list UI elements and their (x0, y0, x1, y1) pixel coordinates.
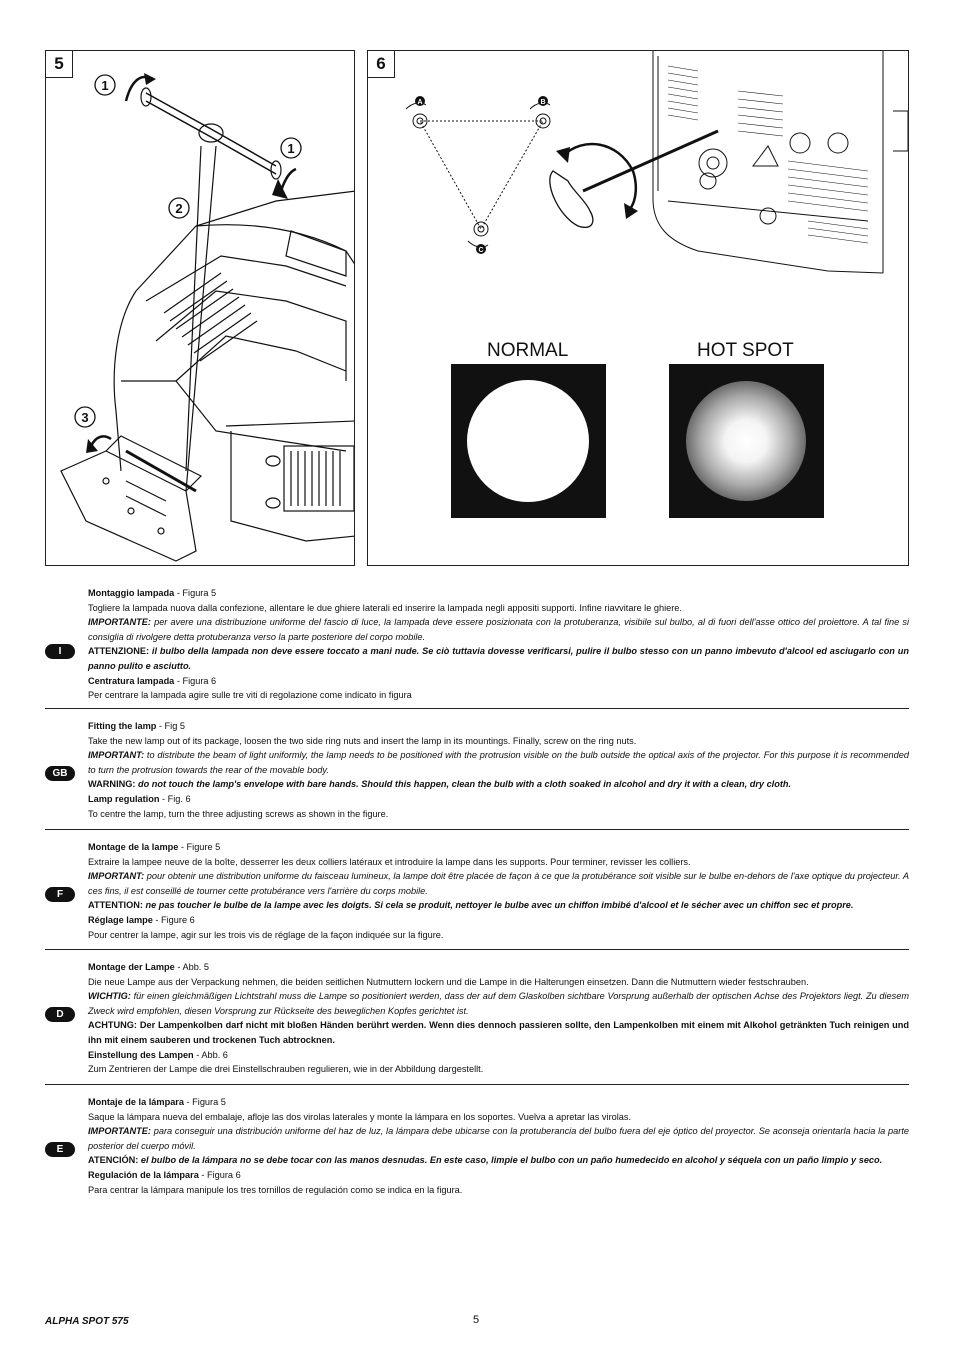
section-spanish (45, 1085, 909, 1215)
language-badge: D (45, 1007, 75, 1022)
product-name: ALPHA SPOT 575 (45, 1316, 129, 1327)
fitting-heading: Montage de la lampe - Figure 5 (88, 842, 221, 852)
regulation-heading: Einstellung des Lampen - Abb. 6 (88, 1049, 228, 1060)
screw-label-b: B (540, 99, 546, 106)
regulation-text: Zum Zentrieren der Lampe die drei Einstellschrauben regulieren, wie in der Abbildung dargestellt. (88, 1064, 484, 1075)
important-note: IMPORTANT: to distribute the beam of light uniformly, the lamp needs to be positioned with the protrusion visible on the bulb outside the optical axis of the projector. For this purpose it is recommended to turn the protrusion towards the rear of the movable body. (88, 750, 909, 775)
instruction-sections (45, 584, 909, 1215)
section-italian (45, 584, 909, 709)
regulation-text: To centre the lamp, turn the three adjusting screws as shown in the figure. (88, 808, 389, 819)
regulation-text: Pour centrer la lampe, agir sur les trois vis de réglage de la façon indiquée sur la figure. (88, 929, 444, 940)
section-german (45, 950, 909, 1085)
important-note: IMPORTANTE: para conseguir una distribución uniforme del haz de luz, la lámpara debe ubicarse con la protuberancia del bulbo fuera del eje óptico del proyector. Se aconseja orientarla hacia la parte posterior del cuerpo móvil. (88, 1126, 909, 1151)
warning-note: ACHTUNG: Der Lampenkolben darf nicht mit bloßen Händen berührt werden. Wenn dies dennoch passieren sollte, den Lampenkolben mit einem mit Alkohol getränkten Tuch reinigen und ihn mit einem sauberen und trockenen Tuch abtrocknen. (88, 1020, 909, 1045)
warning-note: WARNING: do not touch the lamp's envelope with bare hands. Should this happen, clean the bulb with a cloth soaked in alcohol and dry it with a clean, dry cloth. (88, 779, 792, 790)
regulation-heading: Centratura lampada - Figura 6 (88, 675, 217, 686)
language-badge: GB (45, 766, 75, 781)
callout-1b: 1 (287, 141, 295, 156)
fitting-heading: Montage der Lampe - Abb. 5 (88, 962, 210, 972)
important-note: WICHTIG: für einen gleichmäßigen Lichtstrahl muss die Lampe so positioniert werden, dass der auf dem Glaskolben sichtbare Vorsprung außerhalb der optischen Achse des Projektors liegt. Zu diesem Zweck wird empfohlen, diesen Vorsprung zur Rückseite des beweglichen Kopfes gerichtet ist. (88, 991, 909, 1016)
language-badge: I (45, 644, 75, 659)
fitting-heading: Montaggio lampada - Figura 5 (88, 588, 217, 598)
fitting-heading: Montaje de la lámpara - Figura 5 (88, 1097, 226, 1107)
figure-5-lamp-fitting (45, 50, 355, 566)
normal-label: NORMAL (487, 340, 569, 361)
regulation-text: Per centrare la lampada agire sulle tre viti di regolazione come indicato in figura (88, 690, 412, 701)
regulation-heading: Regulación de la lámpara - Figura 6 (88, 1169, 241, 1180)
callout-3: 3 (81, 410, 89, 425)
important-note: IMPORTANTE: per avere una distribuzione uniforme del fascio di luce, la lampada deve essere posizionata con la protuberanza, visibile sul bulbo, al di fuori dell'asse ottico del proiettore. A tal fine si consiglia di rivolgere detta protuberanza verso la parte posteriore del corpo mobile. (88, 617, 909, 642)
callout-1a: 1 (101, 78, 109, 93)
regulation-heading: Réglage lampe - Figure 6 (88, 914, 195, 925)
warning-note: ATENCIÓN: el bulbo de la lámpara no se debe tocar con las manos desnudas. En este caso, limpie el bulbo con un paño humedecido en alcohol y séquela con un paño limpio y seco. (88, 1155, 883, 1166)
page-number: 5 (473, 1314, 480, 1326)
fitting-text: Saque la lámpara nueva del embalaje, afloje las dos virolas laterales y monte la lámpara en los soportes. Vuelva a apretar las virolas. (88, 1111, 632, 1122)
fitting-text: Die neue Lampe aus der Verpackung nehmen, die beiden seitlichen Nutmuttern lockern und die Lampe in die Halterungen einsetzen. Dann die Nutmuttern wieder festschrauben. (88, 976, 809, 987)
language-badge: E (45, 1142, 75, 1157)
regulation-heading: Lamp regulation - Fig. 6 (88, 793, 191, 804)
fitting-heading: Fitting the lamp - Fig 5 (88, 721, 185, 731)
lamp-fitting-illustration (46, 51, 355, 566)
figure-number: 5 (46, 51, 73, 78)
regulation-text: Para centrar la lámpara manipule los tres tornillos de regulación como se indica en la figura. (88, 1184, 463, 1195)
fitting-text: Extraire la lampee neuve de la boîte, desserrer les deux colliers latéraux et introduire la lampe dans les supports. Pour terminer, revisser les colliers. (88, 856, 691, 867)
callout-2: 2 (175, 201, 183, 216)
language-badge: F (45, 887, 75, 902)
hot-spot-label: HOT SPOT (697, 340, 794, 361)
important-note: IMPORTANT: pour obtenir une distribution uniforme du faisceau lumineux, la lampe doit être placée de façon à ce que la protubérance soit visible sur le bulbe en-dehors de l'axe optique du projecteur. A ces fins, il est conseillé de tourner cette protubérance vers l'arrière du corps mobile. (88, 871, 909, 896)
section-english (45, 709, 909, 830)
screw-label-a: A (417, 99, 423, 106)
section-french (45, 830, 909, 950)
fitting-text: Take the new lamp out of its package, loosen the two side ring nuts and insert the lamp in its mountings. Finally, screw on the ring nuts. (88, 735, 637, 746)
lamp-regulation-illustration (368, 51, 909, 566)
figure-number: 6 (368, 51, 395, 78)
warning-note: ATTENTION: ne pas toucher le bulbe de la lampe avec les doigts. Si cela se produit, nettoyer le bulbe avec un chiffon imbibé d'alcool et le sécher avec un chiffon sec et propre. (88, 900, 854, 911)
fitting-text: Togliere la lampada nuova dalla confezione, allentare le due ghiere laterali ed inserire la lampada negli appositi supporti. Infine riavvitare le ghiere. (88, 602, 682, 613)
figure-6-lamp-regulation (367, 50, 909, 566)
warning-note: ATTENZIONE: il bulbo della lampada non deve essere toccato a mani nude. Se ciò tuttavia dovesse verificarsi, pulire il bulbo stesso con un panno imbevuto d'alcool ed asciugarlo con un panno pulito e asciutto. (88, 646, 909, 671)
screw-label-c: C (478, 247, 484, 254)
